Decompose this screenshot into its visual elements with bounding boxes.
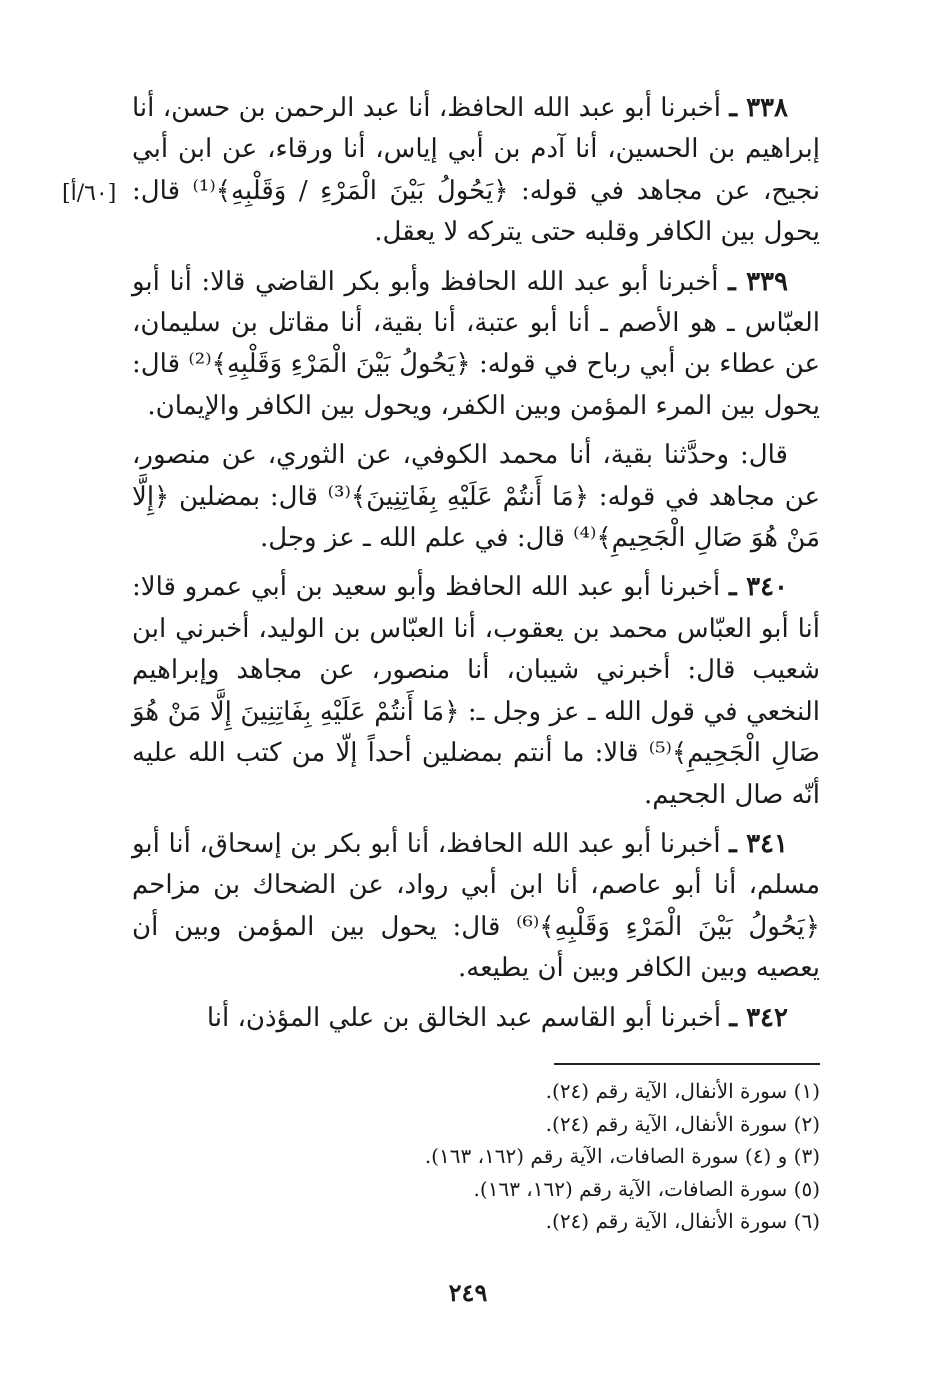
paragraph-text: أخبرنا أبو عبد الله الحافظ وأبو سعيد بن أبي عمرو قالا: أنا أبو العبّاس محمد بن يعقوب، أنا العبّاس بن الوليد، أخبرني ابن شعيب قال: أخبرني شيبان، أنا منصور، عن مجاهد وإبراهيم النخعي في قول الله ـ عز وجل ـ: ﴿مَا أَنتُمْ عَلَيْهِ بِفَاتِنِينَ إِلَّا مَنْ هُوَ صَالِ الْجَحِيمِ﴾⁽⁵⁾ قالا: ما أنتم بمضلين أحداً إلّا من كتب الله عليه أنّه صال الجحيم. — [132, 572, 820, 810]
footnote: (٣) و (٤) سورة الصافات، الآية رقم (١٦٢، ١٦٣). — [424, 1144, 820, 1168]
hadith-number: ٣٤١ ـ — [729, 828, 788, 859]
hadith-number: ٣٤٢ ـ — [729, 1002, 788, 1033]
footnote: (٥) سورة الصافات، الآية رقم (١٦٢، ١٦٣). — [473, 1176, 820, 1201]
footnote: (١) سورة الأنفال، الآية رقم (٢٤). — [545, 1079, 820, 1103]
hadith-number: ٣٤٠ ـ — [728, 572, 789, 603]
paragraph-text: أخبرنا أبو القاسم عبد الخالق بن علي المؤذن، أنا — [206, 1002, 730, 1033]
page-number: ٢٤٩ — [448, 1278, 488, 1307]
footnote: (٢) سورة الأنفال، الآية رقم (٢٤). — [545, 1111, 820, 1136]
main-text — [132, 88, 820, 1047]
paragraph-338 — [132, 88, 820, 254]
paragraph-text: أخبرنا أبو عبد الله الحافظ، أنا عبد الرحمن بن حسن، أنا إبراهيم بن الحسين، أنا آدم بن أبي إياس، أنا ورقاء، عن ابن أبي نجيح، عن مجاهد في قوله: ﴿يَحُولُ بَيْنَ الْمَرْءِ / وَقَلْبِهِ﴾⁽¹⁾ قال: يحول بين الكافر وقلبه حتى يتركه لا يعقل. — [132, 93, 820, 248]
footnote-divider — [554, 1063, 820, 1065]
paragraph-text: أخبرنا أبو عبد الله الحافظ وأبو بكر القاضي قالا: أنا أبو العبّاس ـ هو الأصم ـ أنا أبو عتبة، أنا بقية، أنا مقاتل بن سليمان، عن عطاء بن أبي رباح في قوله: ﴿يَحُولُ بَيْنَ الْمَرْءِ وَقَلْبِهِ﴾⁽²⁾ قال: يحول بين المرء المؤمن وبين الكفر، ويحول بين الكافر والإيمان. — [132, 266, 821, 421]
paragraph-339-continued — [132, 435, 820, 559]
paragraph-342 — [132, 998, 820, 1039]
paragraph-340 — [132, 567, 820, 815]
paragraph-341 — [132, 824, 820, 990]
paragraph-339 — [132, 262, 820, 428]
paragraph-text: قال: وحدَّثنا بقية، أنا محمد الكوفي، عن الثوري، عن منصور، عن مجاهد في قوله: ﴿مَا أَنتُمْ عَلَيْهِ بِفَاتِنِينَ﴾⁽³⁾ قال: بمضلين ﴿إِلَّا مَنْ هُوَ صَالِ الْجَحِيمِ﴾⁽⁴⁾ قال: في علم الله ـ عز وجل. — [132, 440, 820, 554]
paragraph-text: أخبرنا أبو عبد الله الحافظ، أنا أبو بكر بن إسحاق، أنا أبو مسلم، أنا أبو عاصم، أنا ابن أبي رواد، عن الضحاك بن مزاحم ﴿يَحُولُ بَيْنَ الْمَرْءِ وَقَلْبِهِ﴾⁽⁶⁾ قال: يحول بين المؤمن وبين أن يعصيه وبين الكافر وبين أن يطيعه. — [132, 828, 820, 984]
hadith-number: ٣٣٩ ـ — [728, 266, 788, 297]
footnotes — [300, 1075, 820, 1238]
hadith-number: ٣٣٨ ـ — [729, 93, 788, 123]
marginal-folio-note: [٦٠/أ] — [62, 181, 117, 206]
footnote: (٦) سورة الأنفال، الآية رقم (٢٤). — [545, 1209, 820, 1233]
